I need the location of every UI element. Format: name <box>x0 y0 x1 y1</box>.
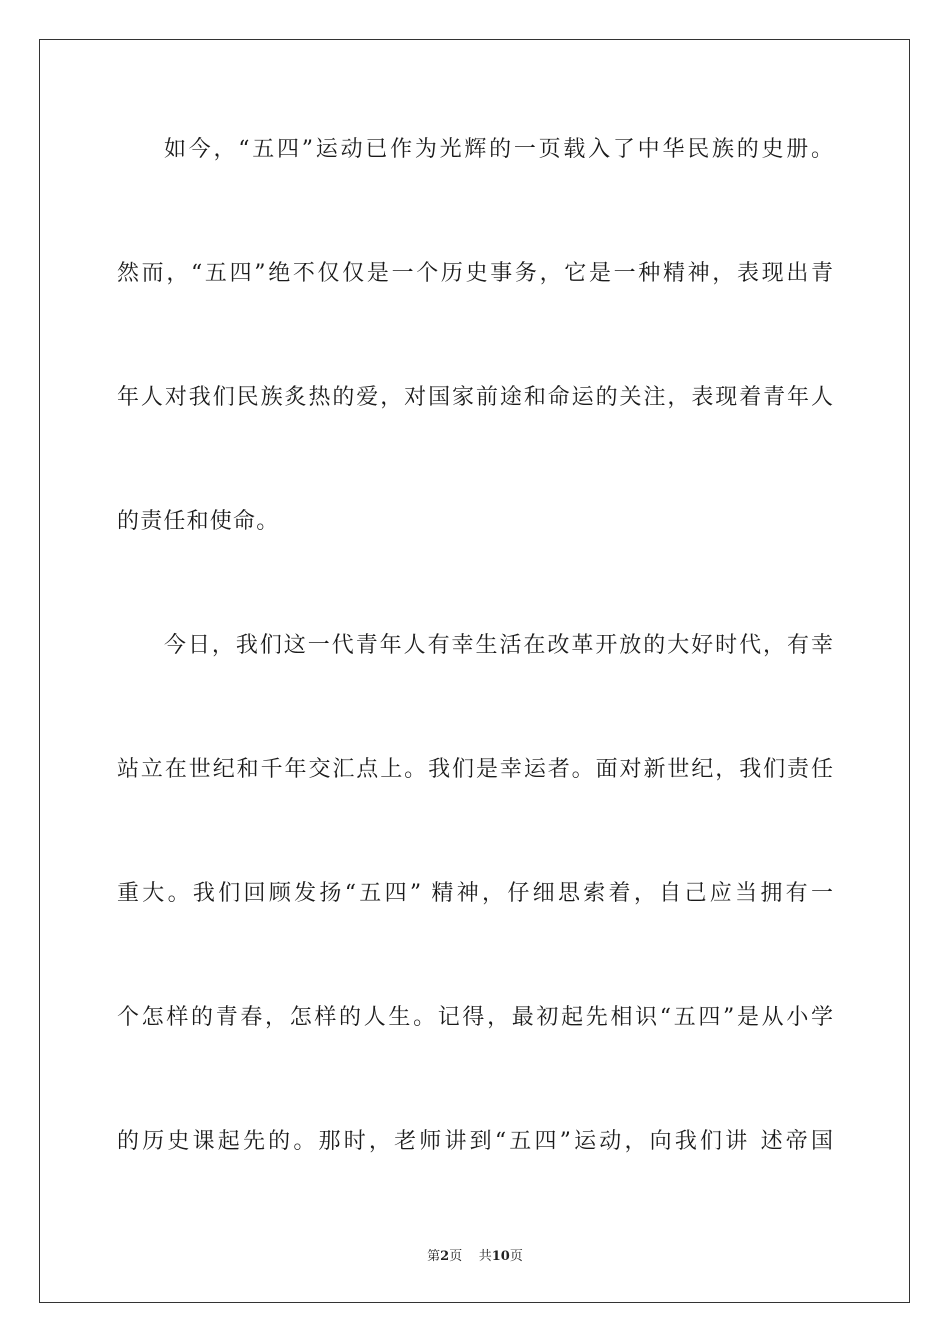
page-footer <box>0 1248 950 1266</box>
paragraph-1-line-3: 年人对我们民族炙热的爱，对国家前途和命运的关注，表现着青年人 <box>117 385 833 410</box>
current-page-number: 2 <box>440 1249 450 1264</box>
page-suffix: 页 <box>449 1249 463 1264</box>
page-frame <box>39 39 910 1303</box>
paragraph-1-line-2: 然而，“五四”绝不仅仅是一个历史事务，它是一种精神，表现出青 <box>117 261 833 286</box>
paragraph-1-line-4: 的责任和使命。 <box>117 509 280 534</box>
total-prefix: 共 <box>478 1249 492 1264</box>
paragraph-2-line-3: 重大。我们回顾发扬“五四” 精神，仔细思索着，自己应当拥有一 <box>117 881 833 906</box>
paragraph-2-line-4: 个怎样的青春，怎样的人生。记得，最初起先相识“五四”是从小学 <box>117 1005 833 1030</box>
paragraph-1-line-1: 如今，“五四”运动已作为光辉的一页载入了中华民族的史册。 <box>164 137 833 162</box>
page-prefix: 第 <box>427 1249 441 1264</box>
paragraph-2-line-1: 今日，我们这一代青年人有幸生活在改革开放的大好时代，有幸 <box>164 633 833 658</box>
total-page-number: 10 <box>491 1249 510 1264</box>
paragraph-2-line-2: 站立在世纪和千年交汇点上。我们是幸运者。面对新世纪，我们责任 <box>117 757 833 782</box>
total-suffix: 页 <box>509 1249 523 1264</box>
paragraph-2-line-5: 的历史课起先的。那时，老师讲到“五四”运动，向我们讲 述帝国 <box>117 1129 833 1154</box>
